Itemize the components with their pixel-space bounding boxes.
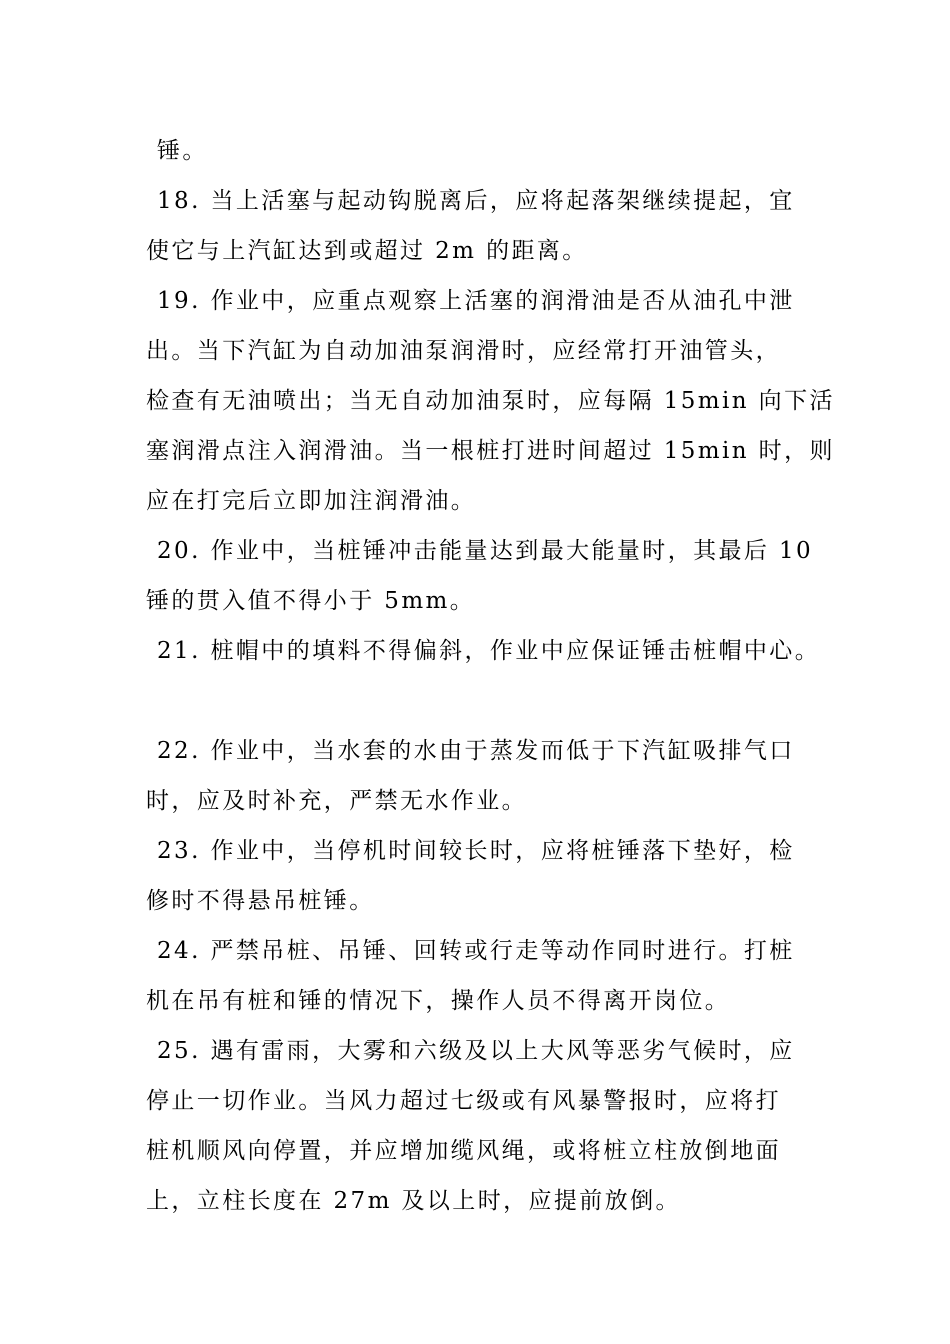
item-19-line-1: 19. 作业中，应重点观察上活塞的润滑油是否从油孔中泄 <box>157 288 795 314</box>
item-19-line-5: 应在打完后立即加注润滑油。 <box>146 488 477 514</box>
item-22-line-2: 时，应及时补充，严禁无水作业。 <box>146 788 527 814</box>
item-25-line-4: 上，立柱长度在 27m 及以上时，应提前放倒。 <box>146 1188 681 1214</box>
item-25-line-1: 25. 遇有雷雨，大雾和六级及以上大风等恶劣气候时，应 <box>157 1038 795 1064</box>
item-19-line-2: 出。当下汽缸为自动加油泵润滑时，应经常打开油管头， <box>146 338 781 364</box>
item-20-line-2: 锤的贯入值不得小于 5mm。 <box>146 588 476 614</box>
item-18-line-2: 使它与上汽缸达到或超过 2m 的距离。 <box>146 238 588 264</box>
item-21-line-1: 21. 桩帽中的填料不得偏斜，作业中应保证锤击桩帽中心。 <box>157 638 821 664</box>
text-line: 锤。 <box>157 138 208 164</box>
item-22-line-1: 22. 作业中，当水套的水由于蒸发而低于下汽缸吸排气口 <box>157 738 795 764</box>
item-25-line-2: 停止一切作业。当风力超过七级或有风暴警报时，应将打 <box>146 1088 781 1114</box>
item-25-line-3: 桩机顺风向停置，并应增加缆风绳，或将桩立柱放倒地面 <box>146 1138 781 1164</box>
item-19-line-4: 塞润滑点注入润滑油。当一根桩打进时间超过 15min 时，则 <box>146 438 835 464</box>
item-24-line-2: 机在吊有桩和锤的情况下，操作人员不得离开岗位。 <box>146 988 731 1014</box>
item-23-line-2: 修时不得悬吊桩锤。 <box>146 888 375 914</box>
item-20-line-1: 20. 作业中，当桩锤冲击能量达到最大能量时，其最后 10 <box>157 538 814 564</box>
item-23-line-1: 23. 作业中，当停机时间较长时，应将桩锤落下垫好，检 <box>157 838 795 864</box>
item-19-line-3: 检查有无油喷出；当无自动加油泵时，应每隔 15min 向下活 <box>146 388 835 414</box>
item-24-line-1: 24. 严禁吊桩、吊锤、回转或行走等动作同时进行。打桩 <box>157 938 795 964</box>
item-18-line-1: 18. 当上活塞与起动钩脱离后，应将起落架继续提起，宜 <box>157 188 795 214</box>
